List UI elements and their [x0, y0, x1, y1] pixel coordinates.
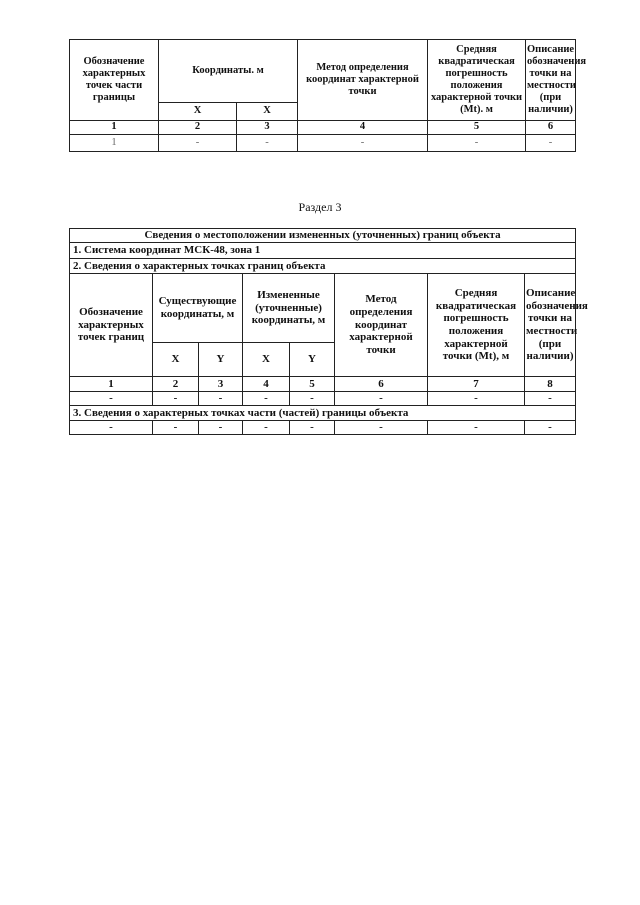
table-cell: - [243, 392, 290, 406]
points-section-header: 2. Сведения о характерных точках границ объекта [70, 259, 576, 274]
table-cell: - [159, 135, 237, 152]
header-changed-x: X [243, 343, 290, 377]
table-cell: - [153, 392, 199, 406]
header-point-designation: Обозначение характерных точек части границы [70, 40, 159, 121]
header-point-designation: Обозначение характерных точек границ [70, 274, 153, 377]
table-cell: - [428, 135, 526, 152]
table-cell: - [525, 392, 576, 406]
table-cell: - [199, 421, 243, 435]
table-row [70, 392, 576, 406]
column-number: 5 [428, 121, 526, 135]
table-cell: - [237, 135, 298, 152]
column-number: 5 [290, 377, 335, 392]
header-description: Описание обозначения точки на местности (при наличии) [525, 274, 576, 377]
table-title: Сведения о местоположении измененных (уточненных) границ объекта [70, 229, 576, 243]
column-number: 7 [428, 377, 525, 392]
table-cell: - [70, 421, 153, 435]
header-coordinates: Координаты. м [159, 40, 298, 103]
parts-section-header: 3. Сведения о характерных точках части (частей) границы объекта [70, 406, 576, 421]
section-title: Раздел 3 [298, 200, 342, 214]
header-description: Описание обозначения точки на местности (при наличии) [526, 40, 576, 121]
column-number: 6 [335, 377, 428, 392]
table-row [70, 421, 576, 435]
table-cell: 1 [70, 135, 159, 152]
column-number: 8 [525, 377, 576, 392]
header-changed-coordinates: Измененные (уточненные) координаты, м [243, 274, 335, 343]
table-cell: - [428, 421, 525, 435]
table-cell: - [335, 392, 428, 406]
part-boundary-points-table [69, 39, 587, 152]
table-cell: - [290, 392, 335, 406]
table-cell: - [428, 392, 525, 406]
header-existing-x: X [153, 343, 199, 377]
table-row [70, 135, 576, 152]
table-cell: - [153, 421, 199, 435]
changed-boundary-table [69, 228, 588, 435]
header-existing-coordinates: Существующие координаты, м [153, 274, 243, 343]
table-cell: - [70, 392, 153, 406]
column-number: 1 [70, 121, 159, 135]
header-x-2: X [237, 103, 298, 121]
table-cell: - [335, 421, 428, 435]
column-number: 6 [526, 121, 576, 135]
column-number: 3 [237, 121, 298, 135]
column-number: 4 [243, 377, 290, 392]
column-number: 2 [153, 377, 199, 392]
header-changed-y: Y [290, 343, 335, 377]
column-number: 3 [199, 377, 243, 392]
table-cell: - [290, 421, 335, 435]
column-number: 2 [159, 121, 237, 135]
header-accuracy: Средняя квадратическая погрешность положения характерной точки (Mt), м [428, 274, 525, 377]
column-number: 1 [70, 377, 153, 392]
header-accuracy: Средняя квадратическая погрешность положения характерной точки (Mt). м [428, 40, 526, 121]
table-cell: - [199, 392, 243, 406]
header-method: Метод определения координат характерной точки [335, 274, 428, 377]
coordinate-system: 1. Система координат МСК-48, зона 1 [70, 243, 576, 259]
table-cell: - [298, 135, 428, 152]
header-existing-y: Y [199, 343, 243, 377]
table-cell: - [243, 421, 290, 435]
table-cell: - [525, 421, 576, 435]
table-cell: - [526, 135, 576, 152]
header-method: Метод определения координат характерной точки [298, 40, 428, 121]
column-number: 4 [298, 121, 428, 135]
header-x: X [159, 103, 237, 121]
